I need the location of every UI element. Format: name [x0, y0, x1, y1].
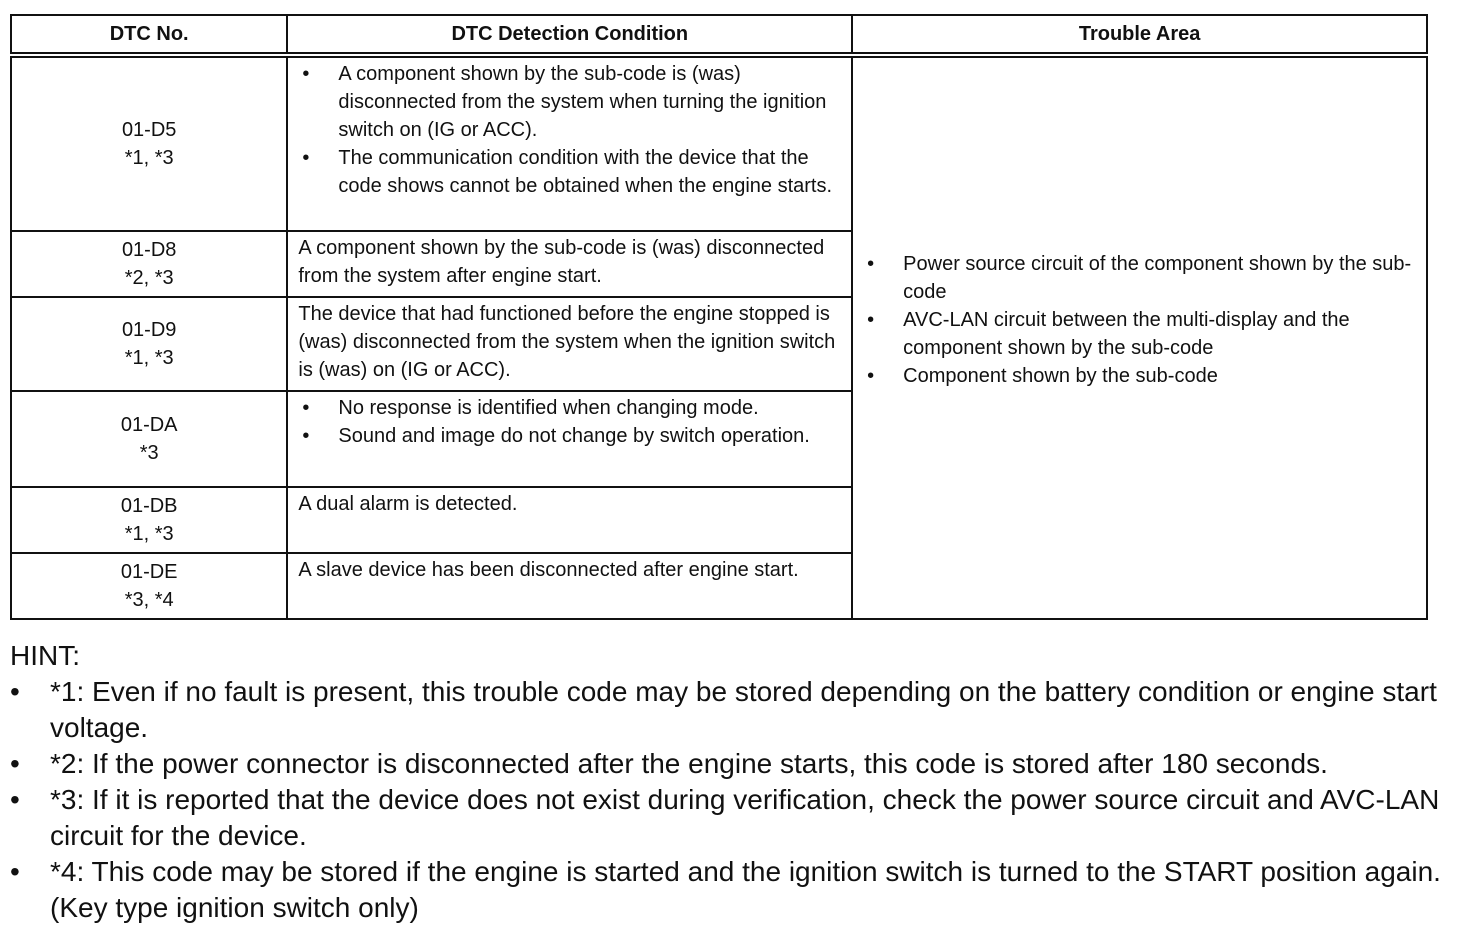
trouble-area-text: AVC-LAN circuit between the multi-display and the component shown by the sub-code	[903, 309, 1350, 359]
hint-title: HINT:	[10, 640, 80, 671]
list-item	[10, 854, 1460, 926]
dtc-code-cell	[11, 391, 287, 487]
condition-cell	[287, 391, 852, 487]
trouble-area-cell	[852, 55, 1427, 619]
condition-cell	[287, 55, 852, 231]
list-item	[863, 362, 1416, 390]
list-item	[298, 394, 841, 422]
bullet-icon: •	[302, 63, 310, 85]
hint-text: *4: This code may be stored if the engine is started and the ignition switch is turned to the START position again. (Key type ignition switch only)	[50, 856, 1441, 923]
dtc-code: 01-DB	[120, 495, 178, 517]
hint-section	[10, 638, 1460, 926]
bullet-icon: •	[302, 425, 310, 447]
header-dtc-no: DTC No.	[11, 15, 287, 55]
condition-text: Sound and image do not change by switch operation.	[338, 425, 810, 447]
dtc-code: 01-DA	[120, 414, 178, 436]
condition-text: The device that had functioned before the engine stopped is (was) disconnected from the system when the ignition switch is (was) on (IG or ACC).	[298, 303, 836, 381]
hint-text: *3: If it is reported that the device does not exist during verification, check the power source circuit and AVC-LAN circuit for the device.	[50, 784, 1440, 851]
list-item	[298, 144, 841, 200]
bullet-icon: •	[867, 253, 875, 275]
dtc-notes: *1, *3	[124, 347, 174, 369]
list-item	[298, 60, 841, 144]
bullet-icon: •	[867, 309, 875, 331]
dtc-table	[10, 14, 1428, 620]
condition-cell	[287, 297, 852, 391]
condition-cell	[287, 553, 852, 619]
hint-text: *1: Even if no fault is present, this trouble code may be stored depending on the battery condition or engine start voltage.	[50, 676, 1437, 743]
trouble-area-text: Power source circuit of the component shown by the sub-code	[903, 253, 1412, 303]
dtc-code-cell	[11, 553, 287, 619]
dtc-code: 01-D8	[121, 239, 177, 261]
condition-list	[298, 394, 841, 450]
list-item	[298, 422, 841, 450]
condition-text: A dual alarm is detected.	[298, 493, 518, 515]
dtc-code-cell	[11, 231, 287, 297]
condition-cell	[287, 231, 852, 297]
bullet-icon: •	[10, 856, 20, 887]
dtc-notes: *1, *3	[124, 523, 174, 545]
table-row	[11, 55, 1427, 231]
bullet-icon: •	[10, 676, 20, 707]
list-item	[10, 746, 1460, 782]
dtc-code: 01-DE	[120, 561, 178, 583]
list-item	[863, 306, 1416, 362]
list-item	[10, 782, 1460, 854]
list-item	[10, 674, 1460, 746]
dtc-notes: *3, *4	[124, 589, 174, 611]
dtc-notes: *2, *3	[124, 267, 174, 289]
bullet-icon: •	[10, 784, 20, 815]
dtc-notes: *3	[139, 442, 159, 464]
dtc-code-cell	[11, 487, 287, 553]
condition-list	[298, 60, 841, 200]
bullet-icon: •	[302, 147, 310, 169]
condition-text: The communication condition with the device that the code shows cannot be obtained when the engine starts.	[338, 147, 833, 197]
trouble-area-text: Component shown by the sub-code	[903, 365, 1218, 387]
condition-text: No response is identified when changing mode.	[338, 397, 759, 419]
dtc-code: 01-D5	[121, 119, 177, 141]
dtc-notes: *1, *3	[124, 147, 174, 169]
hint-list	[10, 674, 1460, 926]
condition-text: A component shown by the sub-code is (was) disconnected from the system when turning the ignition switch on (IG or ACC).	[338, 63, 827, 141]
dtc-code: 01-D9	[121, 319, 177, 341]
header-detection-condition: DTC Detection Condition	[287, 15, 852, 55]
bullet-icon: •	[302, 397, 310, 419]
trouble-area-list	[863, 250, 1416, 390]
condition-text: A component shown by the sub-code is (was) disconnected from the system after engine start.	[298, 237, 825, 287]
condition-text: A slave device has been disconnected after engine start.	[298, 559, 799, 581]
dtc-code-cell	[11, 297, 287, 391]
list-item	[863, 250, 1416, 306]
table-header-row	[11, 15, 1427, 55]
bullet-icon: •	[867, 365, 875, 387]
bullet-icon: •	[10, 748, 20, 779]
hint-text: *2: If the power connector is disconnected after the engine starts, this code is stored after 180 seconds.	[50, 748, 1328, 779]
header-trouble-area: Trouble Area	[852, 15, 1427, 55]
dtc-code-cell	[11, 55, 287, 231]
condition-cell	[287, 487, 852, 553]
